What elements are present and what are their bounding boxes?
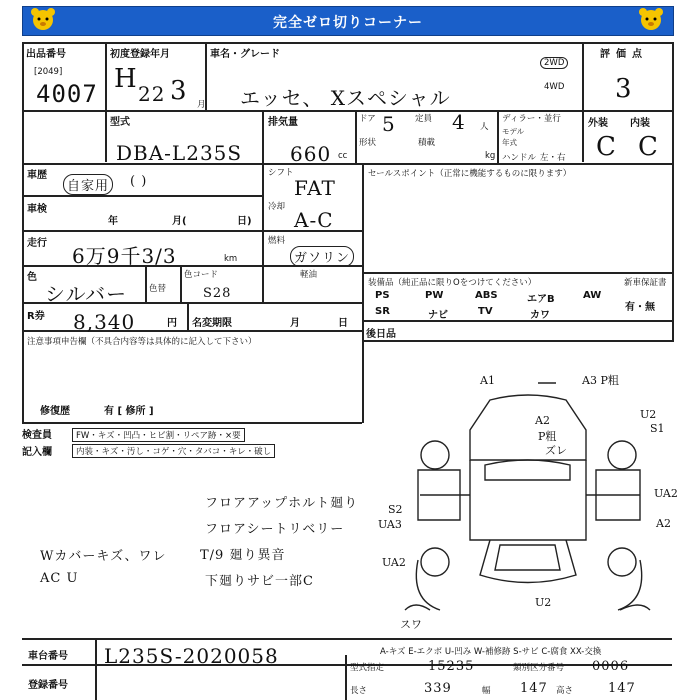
warranty-value: 有・無 [625,302,655,313]
mark-s2: S2 [388,503,403,516]
first-reg-label: 初度登録年月 [110,49,170,60]
equipment-airbag: エアB [527,294,555,305]
mileage-label: 走行 [27,238,47,249]
capacity-value: 4 [452,110,466,134]
color-code-value: S28 [203,286,232,301]
equipment-ps: PS [375,290,390,301]
notes-label: 注意事項申告欄（不具合内容等は具体的に記入して下さい） [27,337,257,347]
first-reg-month: 3 [170,76,188,106]
person-unit: 人 [480,122,489,132]
chassis-label: 車台番号 [28,651,68,662]
color-change-label: 色替 [149,284,167,294]
repair-label: 修復歴 [40,406,70,417]
drive-4wd: 4WD [544,82,565,92]
yen-unit: 円 [167,318,177,329]
interior-label: 内装 [630,118,650,129]
grade-value: 3 [615,74,633,104]
inspection-year: 年 [108,216,118,227]
mark-ua3: UA3 [378,518,402,531]
usage-paren: ( ) [130,174,148,189]
type-value: DBA-L235S [116,141,243,165]
length-value: 339 [424,681,452,696]
handle-value: 左・右 [540,153,566,163]
expiry-label: 名変期限 [192,318,232,329]
damage-legend: A-キズ E-エクボ U-凹み W-補修跡 S-サビ C-腐食 XX-交換 [380,647,602,657]
mark-p: P粗 [538,430,557,443]
width-value: 147 [520,681,548,696]
checks-label-1: 検査員 [22,430,52,441]
fuel-label: 燃料 [268,236,286,246]
equipment-abs: ABS [475,290,498,301]
month-unit: 月 [197,100,206,110]
checks-row-1: FW・キズ・凹凸・ヒビ割・リペア跡・×要 [72,428,245,442]
lot-label: 出品番号 [26,49,66,60]
checks-row-2: 内装・キズ・汚し・コゲ・穴・タバコ・キレ・破し [72,444,275,458]
model-year-label: モデル 年式 [502,127,525,147]
lot-small: [2049] [34,67,63,77]
cc-unit: cc [338,151,348,161]
displacement-label: 排気量 [268,117,298,128]
lot-number: 4007 [36,80,98,108]
mark-a2-right: A2 [656,517,671,530]
dealer-label: ディラー・並行 [502,114,561,124]
ac-value: A-C [294,208,334,232]
kg-unit: kg [485,151,496,161]
expiry-month: 月 [290,318,300,329]
displacement-value: 660 [290,142,332,166]
equipment-aw: AW [583,290,602,301]
note-4: 下廻りサビ一部C [205,574,314,589]
mark-ua2-left: UA2 [382,556,406,569]
recycle-value: 8,340 [73,310,136,334]
bear-mascot-icon [28,6,58,32]
category-value: 0006 [592,659,630,674]
inspection-day: 日) [237,216,252,227]
header-banner [22,6,674,36]
note-3: T/9 廻り異音 [200,548,286,563]
door-value: 5 [382,112,396,136]
width-label: 幅 [482,686,491,696]
first-reg-year: 22 [138,82,166,106]
new-warranty-label: 新車保証書 [624,278,667,288]
load-label: 積載 [418,138,436,148]
mark-a2-top: A2 [535,414,550,427]
left-note-1: Wカバーキズ、ワレ [40,549,167,564]
equipment-pw: PW [425,290,444,301]
equipment-sr: SR [375,306,390,317]
mileage-value: 6万9千3/3 [72,244,177,268]
shift-value: FAT [294,176,336,200]
type-label: 型式 [110,117,130,128]
registration-label: 登録番号 [28,680,68,691]
note-1: フロアアップホルト廻り [205,496,359,511]
sales-point-label: セールスポイント（正常に機能するものに限ります） [368,169,572,179]
after-label: 後日品 [366,329,396,340]
height-value: 147 [608,681,636,696]
left-note-2: AC U [40,571,79,586]
mark-u2-bottom: U2 [535,596,552,609]
color-code-label: 色コード [184,270,219,280]
repair-value: 有 [ 修所 ] [104,406,154,417]
mark-a1: A1 [480,374,495,387]
mark-ua2-right: UA2 [654,487,678,500]
mark-swa: スワ [400,618,422,631]
usage-value: 自家用 [63,174,113,195]
inspection-label: 車検 [27,204,47,215]
color-value: シルバー [45,282,128,306]
mark-u2: U2 [640,408,657,421]
height-label: 高さ [556,686,574,696]
car-name-label: 車名・グレード [210,49,280,60]
drive-2wd: 2WD [540,57,568,69]
car-name-value: エッセ、 Xスペシャル [240,86,451,110]
mark-a3: A3 P粗 [582,374,619,387]
checks-label-2: 記入欄 [22,447,52,458]
diesel-label: 軽油 [300,270,318,280]
category-label: 類別区分番号 [513,663,565,673]
equipment-tv: TV [478,306,493,317]
equipment-label: 装備品（純正品に限りOをつけてください） [368,278,537,288]
chassis-value: L235S-2020058 [104,644,279,668]
expiry-day: 日 [338,318,348,329]
bear-mascot-icon [636,6,666,32]
length-label: 長さ [350,686,368,696]
shape-label: 形状 [359,138,377,148]
equipment-navi: ナビ [428,310,448,321]
recycle-label: R券 [27,311,45,322]
exterior-label: 外装 [588,118,608,129]
shift-label: シフト [268,168,294,178]
equipment-leather: カワ [530,310,550,321]
model-designation-value: 15235 [428,659,475,674]
inspection-month: 月( [172,216,187,227]
banner-title: 完全ゼロ切りコーナー [273,15,423,31]
exterior-value: C [596,132,617,162]
capacity-label: 定員 [415,114,433,124]
model-designation-label: 型式指定 [350,663,385,673]
door-label: ドア [359,114,376,124]
color-label: 色 [27,272,37,283]
first-reg-era: H [114,64,138,94]
mark-zure: ズレ [545,444,567,457]
ac-label: 冷却 [268,202,286,212]
interior-value: C [638,132,659,162]
mark-s1: S1 [650,422,665,435]
handle-label: ハンドル [502,153,537,163]
note-2: フロアシートリベリー [205,522,345,537]
usage-label: 車歴 [27,170,47,181]
grade-label: 評価点 [600,49,648,60]
fuel-value: ガソリン [290,246,354,267]
km-unit: km [224,254,238,264]
